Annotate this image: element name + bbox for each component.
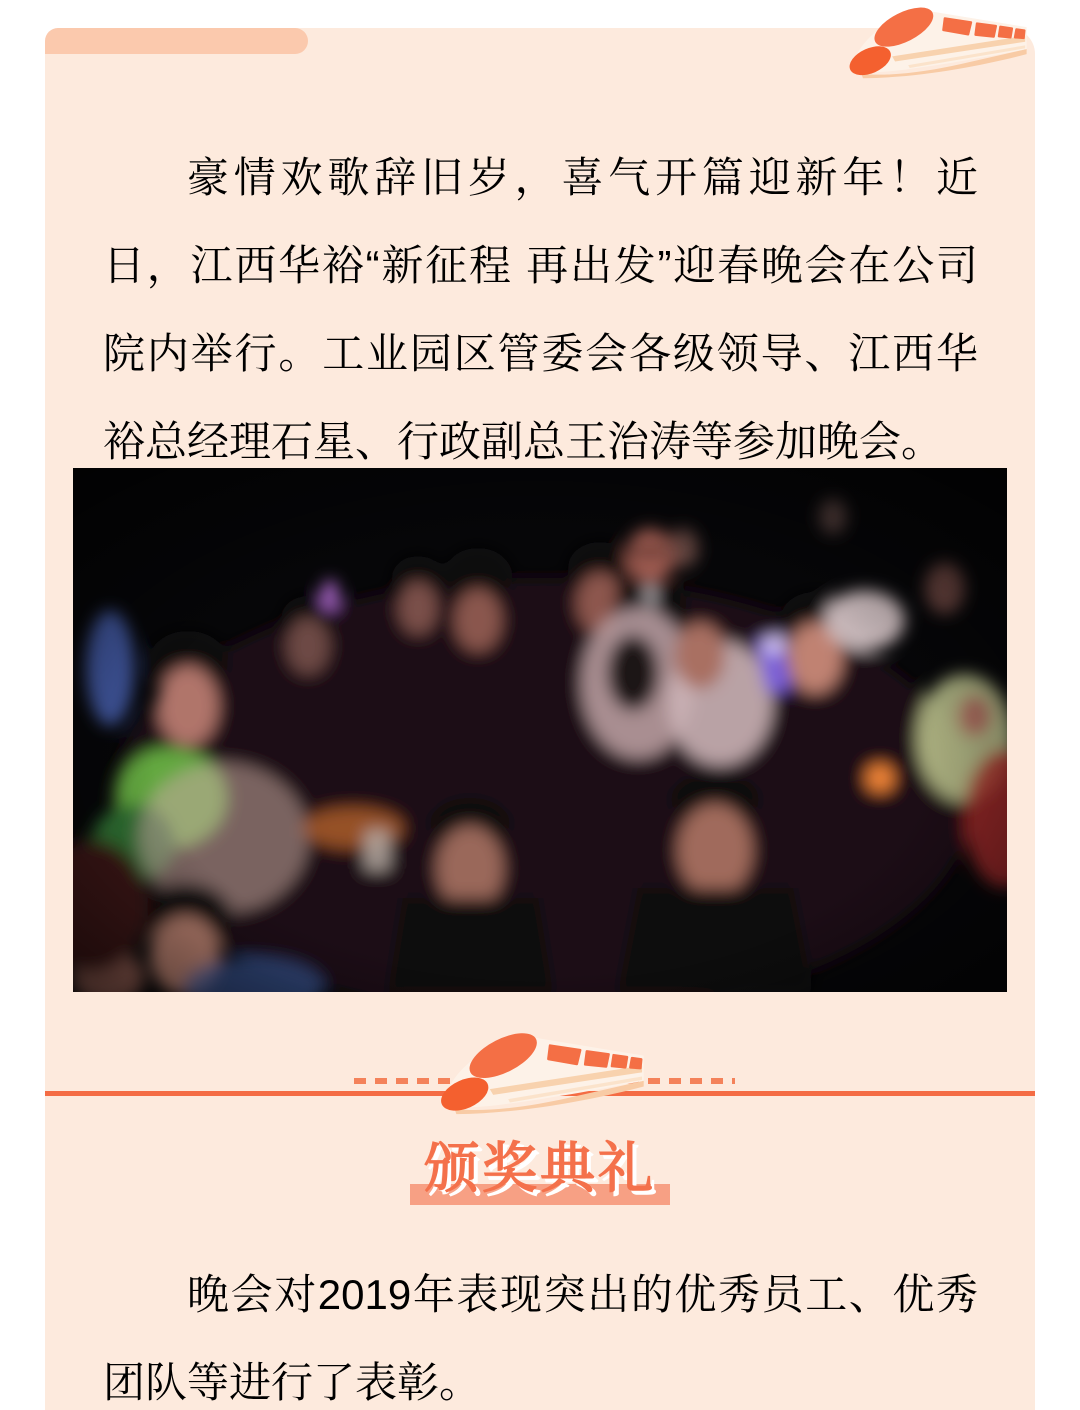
section-heading bbox=[0, 1124, 1080, 1203]
section-title: 颁奖典礼 bbox=[423, 1137, 656, 1199]
closing-paragraph: 晚会对2019年表现突出的优秀员工、优秀团队等进行了表彰。 bbox=[103, 1271, 978, 1406]
bullet-train-icon bbox=[428, 1028, 652, 1115]
card-accent-strip bbox=[45, 28, 308, 54]
bullet-train-icon bbox=[838, 3, 1034, 79]
intro-paragraph: 豪情欢歌辞旧岁，喜气开篇迎新年！近日，江西华裕“新征程 再出发”迎春晚会在公司院内举行。工业园区管委会各级领导、江西华裕总经理石星、行政副总王治涛等参加晚会。 bbox=[103, 154, 978, 465]
crowd-photo[interactable] bbox=[73, 468, 1007, 992]
